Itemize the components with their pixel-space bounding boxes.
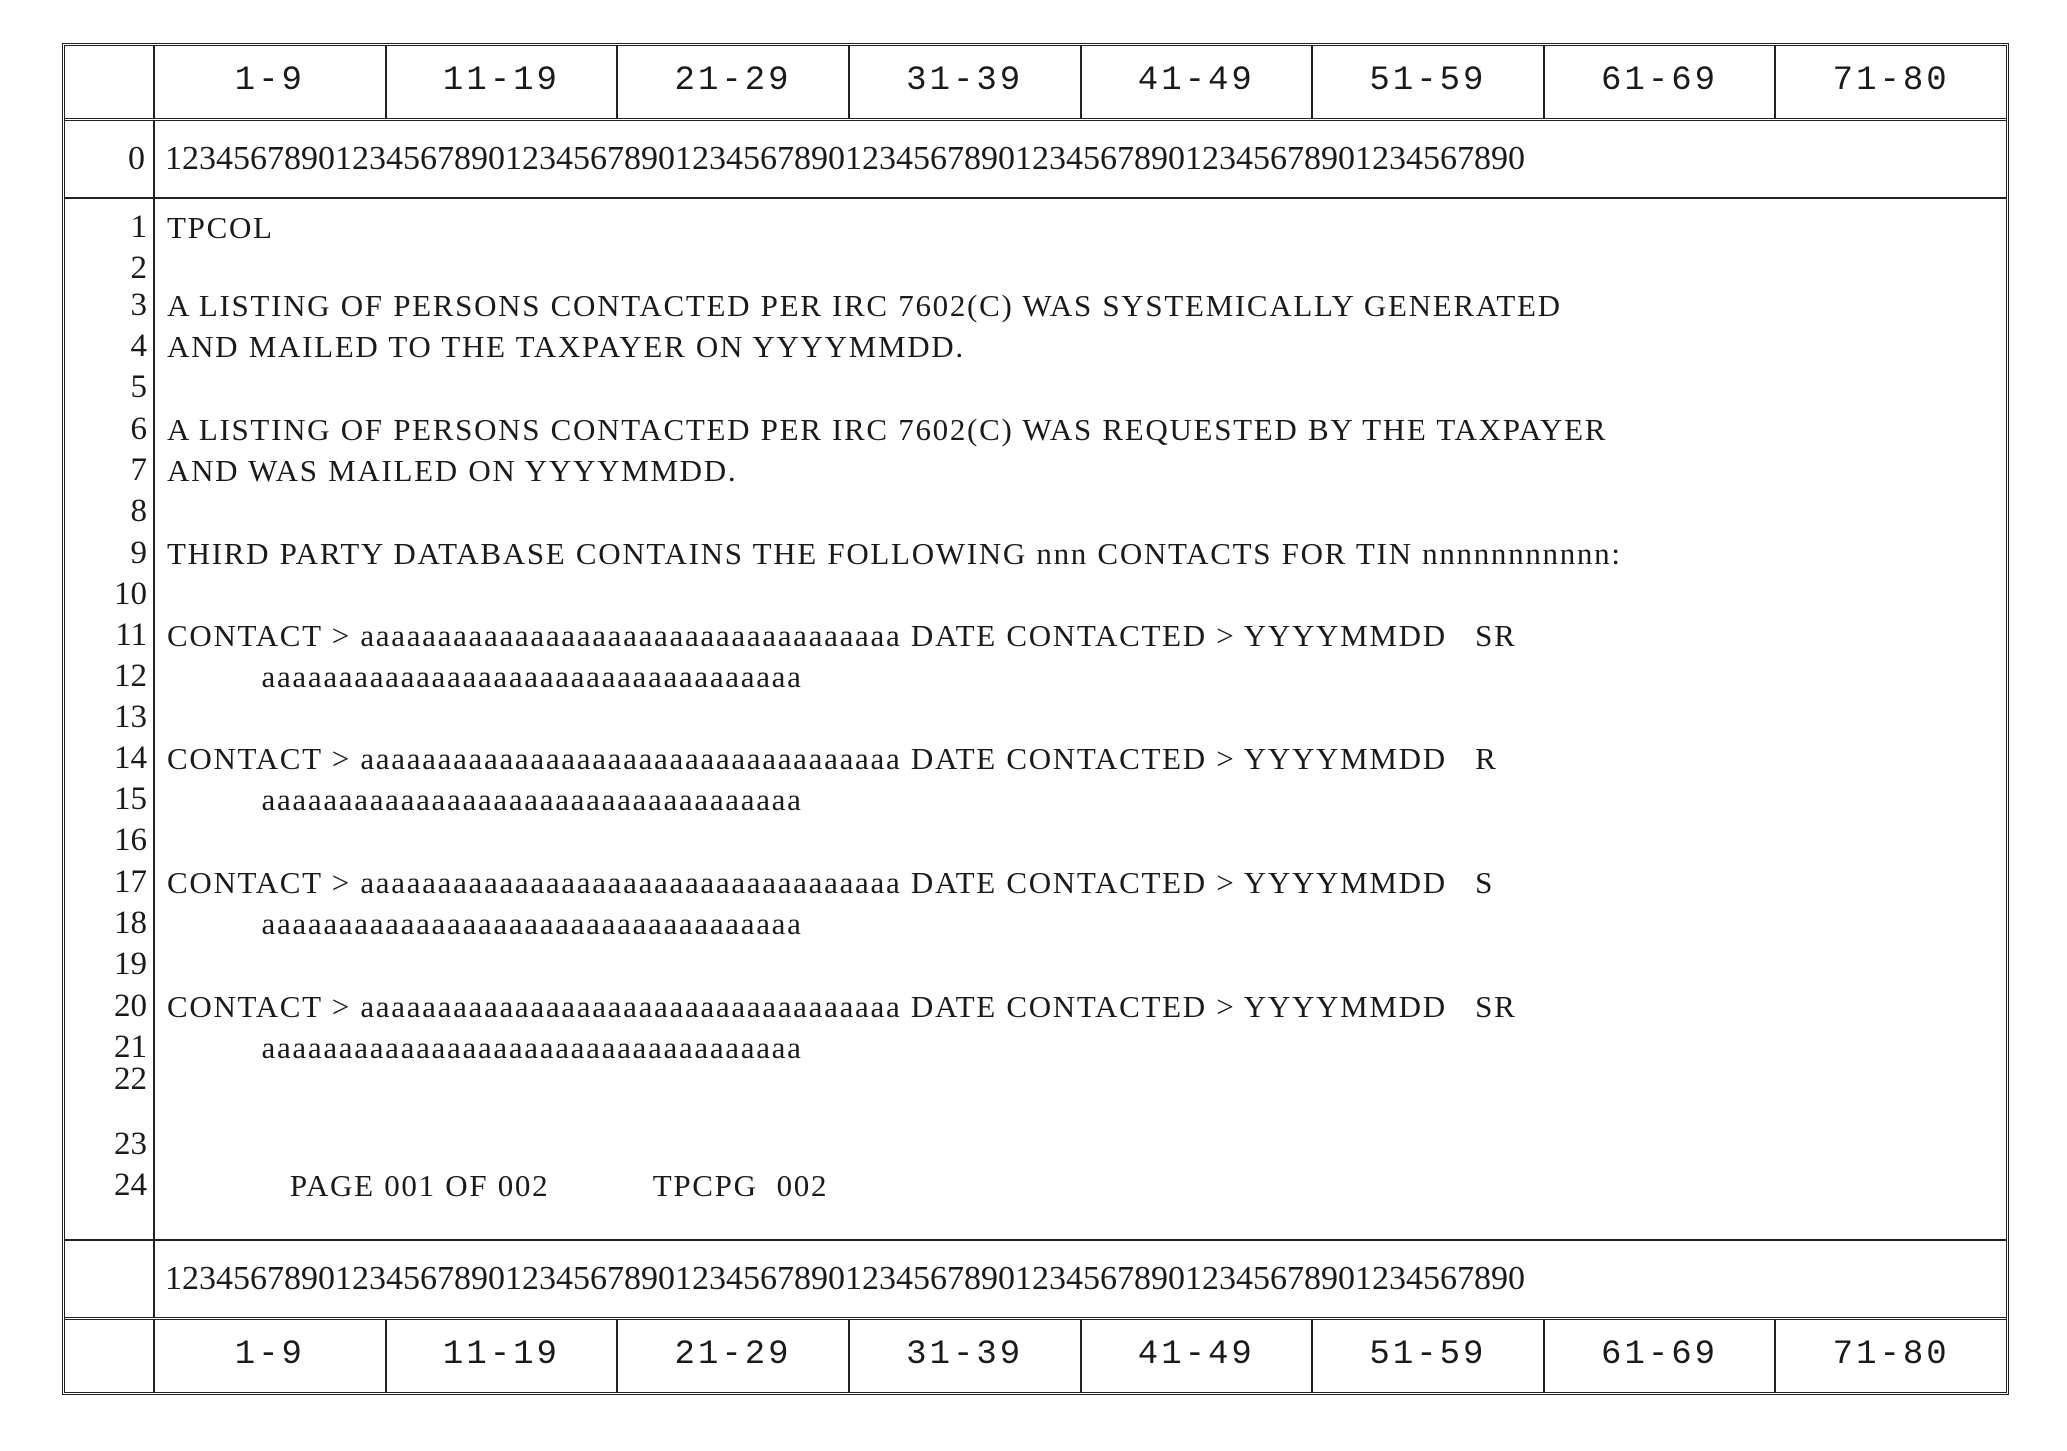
line-number: 10 [114, 576, 147, 612]
digit-ruler-text: 12345678901234567890123456789012345678901234567890123456789012345678901234567890 [165, 140, 1525, 177]
line-text: AND WAS MAILED ON YYYYMMDD. [167, 452, 738, 488]
line-number: 5 [130, 369, 147, 405]
screen-line [65, 1059, 2006, 1100]
line-text: THIRD PARTY DATABASE CONTAINS THE FOLLOWING nnn CONTACTS FOR TIN nnnnnnnnnnn: [167, 535, 1622, 571]
ruler-corner [65, 1320, 155, 1392]
screen-line [65, 697, 2006, 738]
ruler-cell: 21-29 [618, 1320, 850, 1392]
line-number: 21 [114, 1029, 147, 1065]
screen-line [65, 1124, 2006, 1165]
line-number: 14 [114, 740, 147, 776]
ruler-cell: 71-80 [1832, 1336, 1950, 1374]
line-number: 4 [130, 328, 147, 364]
line-text: aaaaaaaaaaaaaaaaaaaaaaaaaaaaaaaaaaa [167, 781, 803, 817]
ruler-cell: 71-80 [1832, 62, 1950, 100]
ruler-cell: 11-19 [387, 46, 619, 118]
line-text: aaaaaaaaaaaaaaaaaaaaaaaaaaaaaaaaaaa [167, 1029, 803, 1065]
screen-line [65, 903, 2006, 944]
ruler-cell: 61-69 [1545, 46, 1777, 118]
screen-line [65, 491, 2006, 532]
digit-ruler-text: 12345678901234567890123456789012345678901234567890123456789012345678901234567890 [165, 1260, 1525, 1297]
line-number: 0 [65, 121, 155, 197]
ruler-cell: 51-59 [1313, 1320, 1545, 1392]
screen-layout-sheet [62, 43, 2009, 1395]
line-number: 9 [130, 535, 147, 571]
ruler-cell: 41-49 [1082, 1320, 1314, 1392]
screen-line [65, 615, 2006, 656]
ruler-cell: 21-29 [618, 46, 850, 118]
line-number: 15 [114, 781, 147, 817]
ruler-cell: 1-9 [155, 46, 387, 118]
line-number: 11 [115, 617, 147, 653]
screen-line [65, 248, 2006, 289]
screen-line [65, 862, 2006, 903]
screen-line [65, 779, 2006, 820]
line-text: TPCOL [167, 209, 274, 245]
line-number: 1 [130, 209, 147, 245]
line-text: aaaaaaaaaaaaaaaaaaaaaaaaaaaaaaaaaaa [167, 905, 803, 941]
line-number: 3 [130, 287, 147, 323]
screen-line [65, 285, 2006, 326]
line-text: A LISTING OF PERSONS CONTACTED PER IRC 7602(C) WAS REQUESTED BY THE TAXPAYER [167, 411, 1608, 447]
line-text: CONTACT > aaaaaaaaaaaaaaaaaaaaaaaaaaaaaaaaaaa DATE CONTACTED > YYYYMMDD R [167, 740, 1498, 776]
ruler-cell: 31-39 [850, 1320, 1082, 1392]
column-ruler-bottom [65, 1317, 2006, 1392]
line-text: PAGE 001 OF 002 TPCPG 002 [167, 1167, 829, 1203]
digit-ruler-bottom [65, 1239, 2006, 1317]
line-number: 22 [114, 1061, 147, 1097]
ruler-cell: 61-69 [1545, 1320, 1777, 1392]
ruler-cell: 41-49 [1082, 46, 1314, 118]
ruler-cell: 1-9 [155, 1320, 387, 1392]
line-text: AND MAILED TO THE TAXPAYER ON YYYYMMDD. [167, 328, 965, 364]
ruler-cell: 11-19 [387, 1320, 619, 1392]
line-number: 7 [130, 452, 147, 488]
screen-line [65, 944, 2006, 985]
column-ruler-top [65, 46, 2006, 121]
line-number: 18 [114, 905, 147, 941]
screen-line [65, 207, 2006, 248]
line-number: 17 [114, 864, 147, 900]
line-number: 13 [114, 699, 147, 735]
line-number [65, 1241, 155, 1317]
screen-line [65, 326, 2006, 367]
line-text: CONTACT > aaaaaaaaaaaaaaaaaaaaaaaaaaaaaaaaaaa DATE CONTACTED > YYYYMMDD S [167, 864, 1495, 900]
screen-body [65, 199, 2006, 1245]
line-text: CONTACT > aaaaaaaaaaaaaaaaaaaaaaaaaaaaaaaaaaa DATE CONTACTED > YYYYMMDD SR [167, 617, 1517, 653]
screen-line [65, 820, 2006, 861]
screen-line [65, 656, 2006, 697]
line-number: 6 [130, 411, 147, 447]
line-text: CONTACT > aaaaaaaaaaaaaaaaaaaaaaaaaaaaaaaaaaa DATE CONTACTED > YYYYMMDD SR [167, 988, 1517, 1024]
line-text: A LISTING OF PERSONS CONTACTED PER IRC 7602(C) WAS SYSTEMICALLY GENERATED [167, 287, 1562, 323]
line-number: 16 [114, 822, 147, 858]
line-number: 12 [114, 658, 147, 694]
line-number: 23 [114, 1126, 147, 1162]
screen-line [65, 1165, 2006, 1206]
screen-line [65, 738, 2006, 779]
screen-line [65, 986, 2006, 1027]
line-number: 8 [130, 493, 147, 529]
ruler-corner [65, 46, 155, 118]
line-text: aaaaaaaaaaaaaaaaaaaaaaaaaaaaaaaaaaa [167, 658, 803, 694]
digit-ruler-top [65, 121, 2006, 199]
line-number: 20 [114, 988, 147, 1024]
line-number: 24 [114, 1167, 147, 1203]
line-number: 2 [130, 250, 147, 286]
ruler-cell: 31-39 [850, 46, 1082, 118]
screen-line [65, 574, 2006, 615]
screen-line [65, 367, 2006, 408]
screen-line [65, 533, 2006, 574]
ruler-cell: 51-59 [1313, 46, 1545, 118]
screen-line [65, 450, 2006, 491]
line-number: 19 [114, 946, 147, 982]
screen-line [65, 409, 2006, 450]
